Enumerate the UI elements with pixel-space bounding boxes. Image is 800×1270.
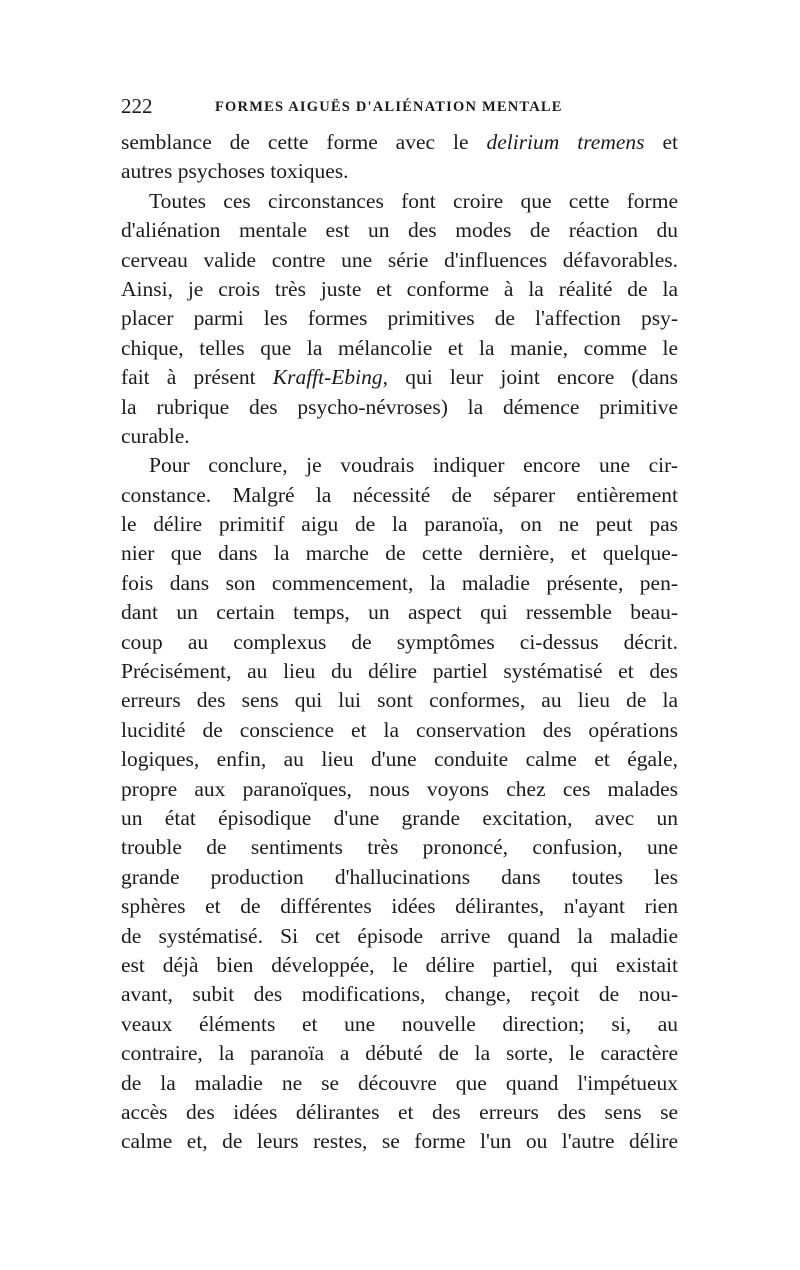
text-line: logiques, enfin, au lieu d'une conduite calme et égale,	[121, 747, 678, 772]
text-line: Ainsi, je crois très juste et conforme à la réalité de la	[121, 276, 678, 301]
text-segment: et	[644, 130, 678, 154]
text-line: d'aliénation mentale est un des modes de réaction du	[121, 218, 678, 243]
body-text	[121, 128, 678, 1157]
text-segment: fait à présent	[121, 365, 273, 390]
text-line: fois dans son commencement, la maladie présente, pen-	[121, 570, 678, 595]
running-header	[121, 94, 681, 118]
text-line	[121, 128, 678, 157]
text-line: grande production d'hallucinations dans toutes les	[121, 864, 678, 889]
running-title: FORMES AIGUËS D'ALIÉNATION MENTALE	[215, 99, 563, 115]
text-line: sphères et de différentes idées délirantes, n'ayant rien	[121, 894, 678, 919]
text-segment: semblance de cette forme avec le	[121, 130, 487, 154]
text-line: accès des idées délirantes et des erreurs des sens se	[121, 1099, 678, 1124]
text-line: calme et, de leurs restes, se forme l'un ou l'autre délire	[121, 1129, 678, 1154]
text-line: veaux éléments et une nouvelle direction; si, au	[121, 1011, 678, 1036]
text-line: Pour conclure, je voudrais indiquer encore une cir-	[149, 453, 678, 478]
text-line: dant un certain temps, un aspect qui ressemble beau-	[121, 600, 678, 625]
text-line: Précisément, au lieu du délire partiel systématisé et des	[121, 659, 678, 684]
text-line: lucidité de conscience et la conservation des opérations	[121, 717, 678, 742]
text-line: trouble de sentiments très prononcé, confusion, une	[121, 835, 678, 860]
text-line: constance. Malgré la nécessité de séparer entièrement	[121, 482, 678, 507]
text-segment: , qui leur joint encore (dans	[382, 365, 678, 390]
text-line: cerveau valide contre une série d'influences défavorables.	[121, 247, 678, 272]
text-line: le délire primitif aigu de la paranoïa, on ne peut pas	[121, 512, 678, 537]
text-line: Toutes ces circonstances font croire que cette forme	[149, 188, 678, 213]
text-line: erreurs des sens qui lui sont conformes, au lieu de la	[121, 688, 678, 713]
italic-text: Krafft-Ebing	[272, 365, 383, 390]
text-line: de systématisé. Si cet épisode arrive quand la maladie	[121, 923, 678, 948]
text-line: chique, telles que la mélancolie et la manie, comme le	[121, 335, 678, 360]
text-line: propre aux paranoïques, nous voyons chez ces malades	[121, 776, 678, 801]
text-line	[121, 363, 678, 392]
text-line: autres psychoses toxiques.	[121, 159, 349, 184]
text-line: avant, subit des modifications, change, reçoit de nou-	[121, 982, 678, 1007]
page-number: 222	[121, 94, 153, 118]
italic-text: delirium tremens	[486, 130, 645, 154]
text-line: un état épisodique d'une grande excitation, avec un	[121, 805, 678, 830]
text-line: de la maladie ne se découvre que quand l'impétueux	[121, 1070, 678, 1095]
text-line: la rubrique des psycho-névroses) la démence primitive	[121, 394, 678, 419]
text-line: nier que dans la marche de cette dernière, et quelque-	[121, 541, 678, 566]
text-line: contraire, la paranoïa a débuté de la sorte, le caractère	[121, 1041, 678, 1066]
text-line: placer parmi les formes primitives de l'affection psy-	[121, 306, 678, 331]
text-line: coup au complexus de symptômes ci-dessus décrit.	[121, 629, 678, 654]
text-line: curable.	[121, 423, 190, 448]
text-line: est déjà bien développée, le délire partiel, qui existait	[121, 952, 678, 977]
